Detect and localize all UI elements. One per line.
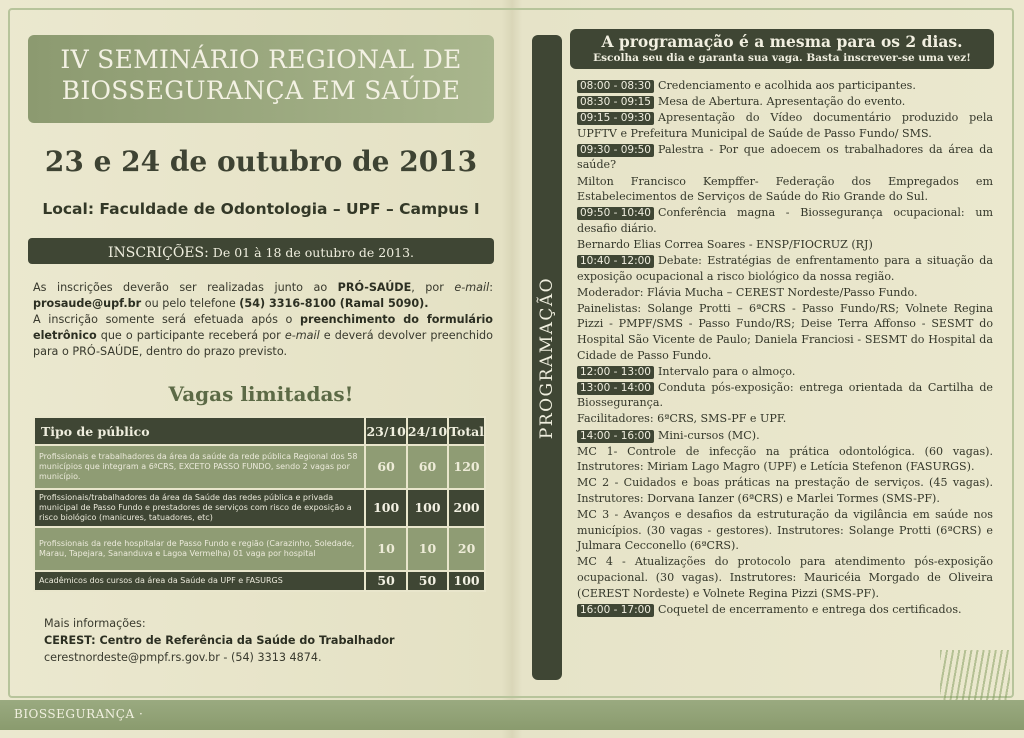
- program-item-text: Intervalo para o almoço.: [657, 364, 796, 378]
- text-span: , por: [411, 281, 455, 294]
- program-item-text: MC 4 - Atualizações do protocolo para atendimento pós-exposição ocupacional. (30 vagas). Instrutores: Mauricéia Morgado de Oliveira (CEREST Nordeste) e Volnete Regina Pizzi (SMS-PF).: [577, 555, 993, 600]
- program-item-text: Apresentação do Vídeo documentário produzido pela UPFTV e Prefeitura Municipal de Saúde de Passo Fundo/ SMS.: [577, 111, 993, 140]
- table-row: [34, 445, 485, 489]
- program-item-text: Moderador: Flávia Mucha – CEREST Nordeste/Passo Fundo.: [577, 285, 918, 299]
- time-badge: 14:00 - 16:00: [577, 430, 654, 443]
- cell-day1: 10: [365, 527, 406, 571]
- text-span: A inscrição somente será efetuada após o: [33, 313, 300, 326]
- cell-publico: Acadêmicos dos cursos da área da Saúde da UPF e FASURGS: [34, 571, 365, 591]
- program-item-text: Coquetel de encerramento e entrega dos certificados.: [657, 602, 962, 616]
- table-header-row: [34, 417, 485, 445]
- time-badge: 10:40 - 12:00: [577, 255, 654, 268]
- seminar-title-box: [28, 35, 494, 123]
- inscricoes-heading: INSCRIÇÕES:: [107, 245, 209, 261]
- grass-decoration: [940, 650, 1010, 700]
- cerest-name: CEREST: Centro de Referência da Saúde do Trabalhador: [44, 634, 395, 647]
- program-item: [577, 428, 993, 444]
- program-item-text: Conferência magna - Biossegurança ocupacional: um desafio diário.: [577, 206, 993, 235]
- program-item-text: MC 1- Controle de infecção na prática odontológica. (60 vagas). Instrutores: Miriam Lago Magro (UPF) e Letícia Stefenon (FASURGS).: [577, 444, 993, 474]
- program-item-text: Mini-cursos (MC).: [657, 428, 760, 442]
- footer-label: BIOSSEGURANÇA ·: [14, 707, 144, 721]
- programacao-vertical-bar: [532, 35, 562, 680]
- text-span: e deverá devolver preenchido para o PRÓ-SAÚDE, dentro do prazo previsto.: [33, 329, 494, 358]
- program-item-text: MC 2 - Cuidados e boas práticas na prestação de serviços. (45 vagas). Instrutores: Dorvana Ianzer (6ªCRS) e Marlei Tormes (SMS-PF).: [577, 476, 993, 505]
- footer-band: [0, 700, 1024, 730]
- cell-publico: Profissionais da rede hospitalar de Passo Fundo e região (Carazinho, Soledade, Marau, Tapejara, Sananduva e Lagoa Vermelha) 01 vaga por hospital: [34, 527, 365, 571]
- cell-total: 20: [448, 527, 485, 571]
- event-dates: 23 e 24 de outubro de 2013: [44, 145, 478, 178]
- email-word: e-mail: [284, 329, 320, 342]
- title-line-1: IV SEMINÁRIO REGIONAL DE: [60, 45, 462, 74]
- email-address[interactable]: prosaude@upf.br: [33, 297, 142, 310]
- program-item: [577, 110, 993, 141]
- col-header-tipo: Tipo de público: [34, 417, 365, 445]
- programacao-header: [570, 29, 994, 69]
- event-location: Local: Faculdade de Odontologia – UPF – Campus I: [42, 200, 480, 218]
- prosaude-name: PRÓ-SAÚDE: [337, 281, 412, 294]
- program-item-text: Palestra - Por que adoecem os trabalhadores da área da saúde?: [577, 142, 993, 172]
- program-item-text: Credenciamento e acolhida aos participantes.: [657, 79, 916, 92]
- time-badge: 09:50 - 10:40: [577, 207, 654, 220]
- form-requirement: preenchimento do formulário eletrônico: [33, 313, 493, 342]
- program-item: [577, 507, 993, 554]
- time-badge: 12:00 - 13:00: [577, 366, 654, 379]
- time-badge: 08:30 - 09:15: [577, 96, 654, 109]
- cell-day2: 50: [407, 571, 448, 591]
- time-badge: 16:00 - 17:00: [577, 604, 654, 617]
- inscricoes-period: De 01 à 18 de outubro de 2013.: [208, 245, 415, 260]
- cell-day2: 10: [407, 527, 448, 571]
- program-item: [577, 174, 993, 205]
- cell-publico: Profissionais e trabalhadores da área da saúde da rede pública Regional dos 58 municípios que integram a 6ªCRS, EXCETO PASSO FUNDO, sendo 2 vagas por município.: [34, 445, 365, 489]
- program-item: [577, 364, 993, 380]
- email-word: e-mail: [454, 281, 490, 294]
- program-item: [577, 142, 993, 173]
- inscricoes-instructions: [33, 280, 493, 360]
- phone-number: (54) 3316-8100 (Ramal 5090).: [239, 297, 429, 310]
- program-item: [577, 444, 993, 475]
- cell-publico: Profissionais/trabalhadores da área da Saúde das redes pública e privada municipal de Passo Fundo e prestadores de serviços com risco de exposição a risco biológico (manicures, tatuadores, etc): [34, 489, 365, 527]
- cell-day1: 50: [365, 571, 406, 591]
- program-item: [577, 301, 993, 363]
- cell-total: 100: [448, 571, 485, 591]
- table-row: [34, 527, 485, 571]
- cerest-contact[interactable]: cerestnordeste@pmpf.rs.gov.br - (54) 3313 4874.: [44, 651, 322, 664]
- text-span: As inscrições deverão ser realizadas junto ao: [33, 281, 338, 294]
- program-item: [577, 602, 993, 618]
- program-item: [577, 253, 993, 284]
- text-span: que o participante receberá por: [96, 329, 285, 342]
- program-item-text: Bernardo Elias Correa Soares - ENSP/FIOCRUZ (RJ): [577, 237, 873, 251]
- program-item: [577, 94, 993, 110]
- more-info-label: Mais informações:: [44, 617, 146, 630]
- cell-day1: 100: [365, 489, 406, 527]
- table-row: [34, 489, 485, 527]
- program-item-text: Mesa de Abertura. Apresentação do evento.: [657, 95, 906, 109]
- col-header-total: Total: [448, 417, 485, 445]
- col-header-day2: 24/10: [407, 417, 448, 445]
- vagas-table: [33, 416, 486, 592]
- inscricoes-bar: [28, 238, 494, 264]
- text-span: :: [489, 281, 493, 294]
- programacao-list: [577, 78, 993, 618]
- header-line-1: A programação é a mesma para os 2 dias.: [601, 32, 963, 51]
- cell-day2: 100: [407, 489, 448, 527]
- program-item: [577, 205, 993, 236]
- program-item-text: Facilitadores: 6ªCRS, SMS-PF e UPF.: [577, 412, 787, 426]
- cell-day1: 60: [365, 445, 406, 489]
- program-item: [577, 237, 993, 253]
- instructions-paragraph-2: [33, 312, 493, 360]
- time-badge: 09:15 - 09:30: [577, 112, 654, 125]
- vagas-limitadas-heading: Vagas limitadas!: [168, 382, 354, 406]
- program-item-text: Painelistas: Solange Protti – 6ªCRS - Passo Fundo/RS; Volnete Regina Pizzi - PMPF/SMS - Passo Fundo/RS; Deise Terra Affonso - SESMT do Hospital São Vicente de Paulo; Daniela Franciosi - SESMT do Hospital da Cidade de Passo Fundo.: [577, 301, 993, 362]
- time-badge: 09:30 - 09:50: [577, 144, 654, 157]
- time-badge: 08:00 - 08:30: [577, 80, 654, 93]
- program-item: [577, 475, 993, 506]
- col-header-day1: 23/10: [365, 417, 406, 445]
- program-item-text: Milton Francisco Kempffer- Federação dos Empregados em Estabelecimentos de Serviços de Saúde do Rio Grande do Sul.: [577, 174, 993, 204]
- program-item-text: Conduta pós-exposição: entrega orientada da Cartilha de Biossegurança.: [577, 380, 993, 410]
- more-info-block: [44, 615, 484, 666]
- instructions-paragraph-1: [33, 280, 493, 312]
- program-item: [577, 380, 993, 411]
- program-item: [577, 411, 993, 427]
- table-row: [34, 571, 485, 591]
- programacao-label: PROGRAMAÇÃO: [537, 276, 557, 439]
- program-item: [577, 78, 993, 94]
- text-span: ou pelo telefone: [141, 297, 240, 310]
- program-item-text: Debate: Estratégias de enfrentamento para a situação da exposição ocupacional a risco biológico da nossa região.: [577, 254, 993, 283]
- program-item-text: MC 3 - Avanços e desafios da estruturação da vigilância em saúde nos municípios. (30 vagas - gestores). Instrutores: Solange Protti (6ªCRS) e Julmara Cecconello (6ªCRS).: [577, 508, 993, 553]
- header-line-2: Escolha seu dia e garanta sua vaga. Basta inscrever-se uma vez!: [593, 52, 971, 64]
- cell-total: 120: [448, 445, 485, 489]
- program-item: [577, 285, 993, 301]
- program-item: [577, 554, 993, 601]
- title-line-2: BIOSSEGURANÇA EM SAÚDE: [61, 76, 461, 105]
- cell-day2: 60: [407, 445, 448, 489]
- cell-total: 200: [448, 489, 485, 527]
- time-badge: 13:00 - 14:00: [577, 382, 654, 395]
